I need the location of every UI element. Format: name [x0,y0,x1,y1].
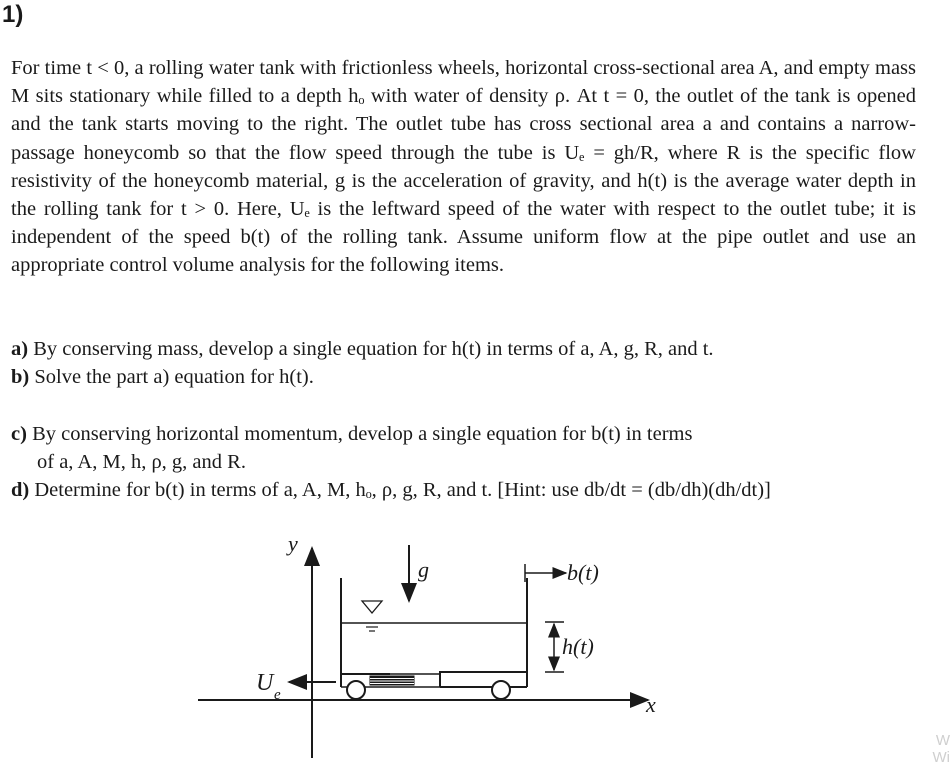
part-c-line1: By conserving horizontal momentum, develop a single equation for b(t) in terms [32,423,693,445]
part-a-label: a) [11,338,29,360]
watermark-line-2: Wi [932,749,950,766]
b-label: b(t) [567,560,599,585]
y-axis-label: y [288,531,298,556]
part-b-label: b) [11,366,30,389]
gravity-label: g [418,557,429,582]
part-a-text: By conserving mass, develop a single equation for h(t) in terms of a, A, g, R, and t. [33,338,714,360]
right-wheel [492,681,510,699]
problem-statement: For time t < 0, a rolling water tank with frictionless wheels, horizontal cross-sectional area A, and empty mass M sits stationary while filled to a depth hₒ with water of density ρ. At t = 0, the outlet of the tank is opened and the tank starts moving to the right. The outlet tube has cross sectional area a and contains a narrow-passage honeycomb so that the flow speed through the tube is Uₑ = gh/R, where R is the specific flow resistivity of the honeycomb material, g is the acceleration of gravity, and h(t) is the average water depth in the rolling tank for t > 0. Here, Uₑ is the leftward speed of the water with respect to the outlet tube; it is independent of the speed b(t) of the rolling tank. Assume uniform flow at the pipe outlet and use an appropriate control volume analysis for the following items. [11,57,916,277]
left-wheel [347,681,365,699]
part-b-text: Solve the part a) equation for h(t). [34,366,314,389]
tank-outline [341,578,527,674]
x-axis-label: x [646,692,656,717]
h-label: h(t) [562,634,594,659]
problem-number: 1) [2,1,24,28]
ue-subscript: e [274,687,281,703]
part-c-continuation: of a, A, M, h, ρ, g, and R. [37,451,246,474]
watermark-line-1: W [935,732,950,749]
ue-label: U [256,670,274,696]
part-c-label: c) [11,423,27,445]
part-d-text: Determine for b(t) in terms of a, A, M, hₒ, ρ, g, R, and t. [Hint: use db/dt = (db/dh)(dh/dt)] [34,479,771,502]
watermark [933,732,950,766]
part-d-label: d) [11,479,30,502]
free-surface-symbol-icon [362,601,382,613]
